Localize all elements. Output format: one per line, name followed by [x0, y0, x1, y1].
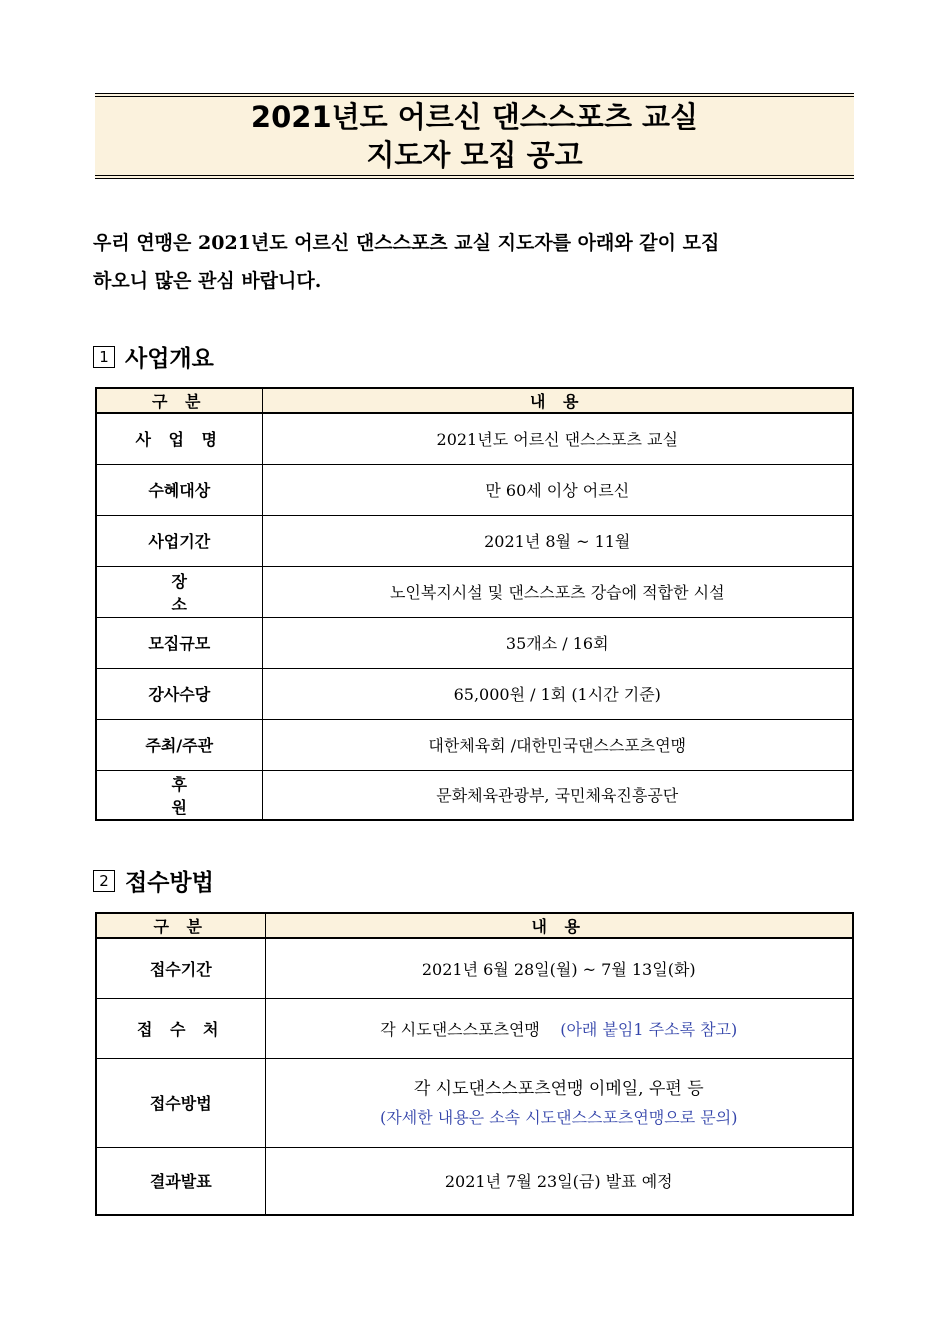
- document-title: [95, 93, 854, 179]
- section-1-heading: [93, 340, 214, 373]
- table-row: [96, 668, 853, 719]
- title-line-1: 2021년도 어르신 댄스스포츠 교실: [250, 100, 699, 134]
- row-value-note: (자세한 내용은 소속 시도댄스스포츠연맹으로 문의): [380, 1107, 738, 1127]
- section-1-title: 사업개요: [125, 346, 214, 372]
- row-value: [265, 1058, 853, 1147]
- table-row: [96, 719, 853, 770]
- row-label: 접 수 처: [96, 998, 265, 1058]
- row-value: 문화체육관광부, 국민체육진흥공단: [262, 770, 853, 820]
- row-value-text: 각 시도댄스스포츠연맹 이메일, 우편 등: [413, 1078, 704, 1099]
- row-value: 만 60세 이상 어르신: [262, 464, 853, 515]
- table-row: [96, 413, 853, 464]
- table-row: [96, 770, 853, 820]
- row-value-text: 각 시도댄스스포츠연맹: [380, 1019, 540, 1039]
- header-category: 구 분: [96, 388, 262, 413]
- row-label: 사 업 명: [96, 413, 262, 464]
- row-value-note: (아래 붙임1 주소록 참고): [560, 1019, 738, 1039]
- intro-paragraph: [93, 224, 853, 300]
- row-value: 대한체육회 /대한민국댄스스포츠연맹: [262, 719, 853, 770]
- header-content: 내 용: [262, 388, 853, 413]
- row-label: 사업기간: [96, 515, 262, 566]
- row-label: 접수기간: [96, 938, 265, 998]
- header-content: 내 용: [265, 913, 853, 938]
- row-label: 결과발표: [96, 1147, 265, 1215]
- row-value: [265, 998, 853, 1058]
- row-label: 모집규모: [96, 617, 262, 668]
- row-label: 장 소: [96, 566, 262, 617]
- section-1-number: 1: [93, 346, 115, 368]
- row-label: 후 원: [96, 770, 262, 820]
- row-value: 65,000원 / 1회 (1시간 기준): [262, 668, 853, 719]
- table-row: [96, 998, 853, 1058]
- row-value: 2021년 8월 ~ 11월: [262, 515, 853, 566]
- table-header: [96, 913, 853, 938]
- intro-line-2: 하오니 많은 관심 바랍니다.: [93, 270, 322, 292]
- section-2-title: 접수방법: [125, 870, 214, 896]
- table-row: [96, 617, 853, 668]
- title-line-2: 지도자 모집 공고: [366, 138, 583, 172]
- intro-line-1: 우리 연맹은 2021년도 어르신 댄스스포츠 교실 지도자를 아래와 같이 모집: [93, 232, 720, 254]
- row-value: 2021년도 어르신 댄스스포츠 교실: [262, 413, 853, 464]
- row-label: 수혜대상: [96, 464, 262, 515]
- table-row: [96, 566, 853, 617]
- table-row: [96, 1147, 853, 1215]
- section-2-heading: [93, 864, 214, 897]
- row-label: 접수방법: [96, 1058, 265, 1147]
- row-value: 2021년 6월 28일(월) ~ 7월 13일(화): [265, 938, 853, 998]
- overview-table: [95, 387, 854, 821]
- row-value: 35개소 / 16회: [262, 617, 853, 668]
- row-label: 주최/주관: [96, 719, 262, 770]
- application-table: [95, 912, 854, 1216]
- row-value: 노인복지시설 및 댄스스포츠 강습에 적합한 시설: [262, 566, 853, 617]
- header-category: 구 분: [96, 913, 265, 938]
- section-2-number: 2: [93, 870, 115, 892]
- row-label: 강사수당: [96, 668, 262, 719]
- table-row: [96, 515, 853, 566]
- table-row: [96, 464, 853, 515]
- table-row: [96, 938, 853, 998]
- table-row: [96, 1058, 853, 1147]
- table-header: [96, 388, 853, 413]
- row-value: 2021년 7월 23일(금) 발표 예정: [265, 1147, 853, 1215]
